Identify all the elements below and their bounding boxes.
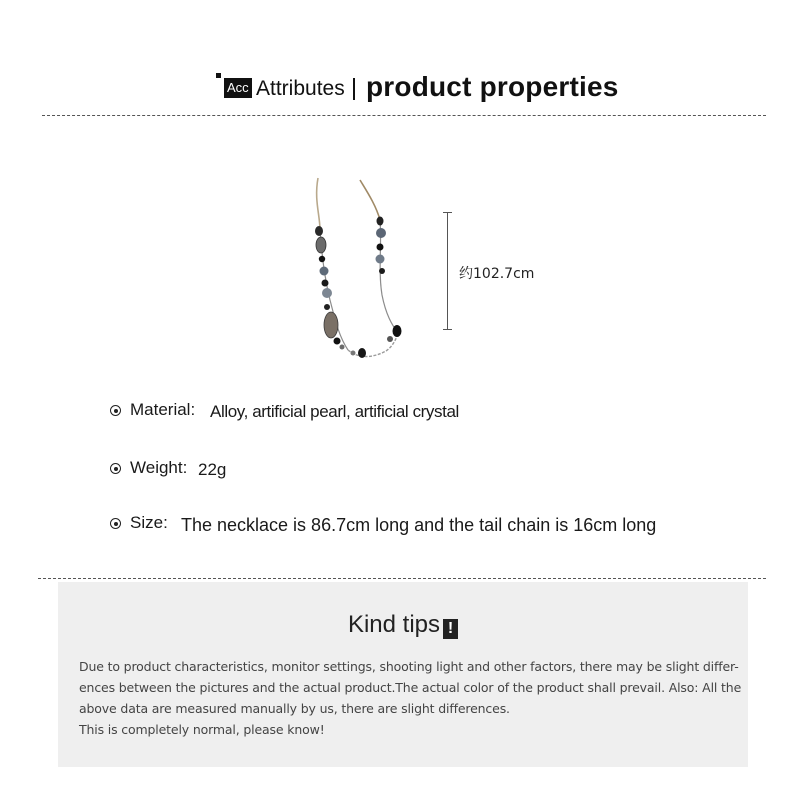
length-measure-line [446,212,456,330]
necklace-image [300,175,420,370]
tips-text [79,656,742,740]
section-header [216,70,636,110]
attribute-key: Size: [130,513,168,532]
header-title-english: Attributes [256,77,345,100]
bullet-icon [110,405,121,416]
tips-line: Due to product characteristics, monitor settings, shooting light and other factors, there may be slight differ- [79,659,739,674]
tips-heading [58,610,748,640]
attribute-value: 22g [198,460,227,479]
square-dot-icon [216,73,221,78]
header-separator [353,78,355,100]
kind-tips-box [58,582,748,767]
exclamation-icon: ! [443,619,458,639]
attribute-value: Alloy, artificial pearl, artificial crystal [210,402,459,421]
tips-title: Kind tips [347,611,441,638]
attribute-value: The necklace is 86.7cm long and the tail chain is 16cm long [181,515,657,535]
attribute-key: Material: [130,400,196,419]
tips-line: above data are measured manually by us, there are slight differences. [79,701,510,716]
tips-line: ences between the pictures and the actual product.The actual color of the product shall prevail. Also: All the [79,680,742,695]
tips-line: This is completely normal, please know! [79,722,325,737]
page-title: product properties [366,71,619,102]
header-badge: Acc [224,78,252,98]
top-divider [42,115,766,116]
attribute-key: Weight: [130,458,188,477]
bullet-icon [110,463,121,474]
bullet-icon [110,518,121,529]
length-label: 约102.7cm [459,266,535,282]
bottom-divider [38,578,766,579]
